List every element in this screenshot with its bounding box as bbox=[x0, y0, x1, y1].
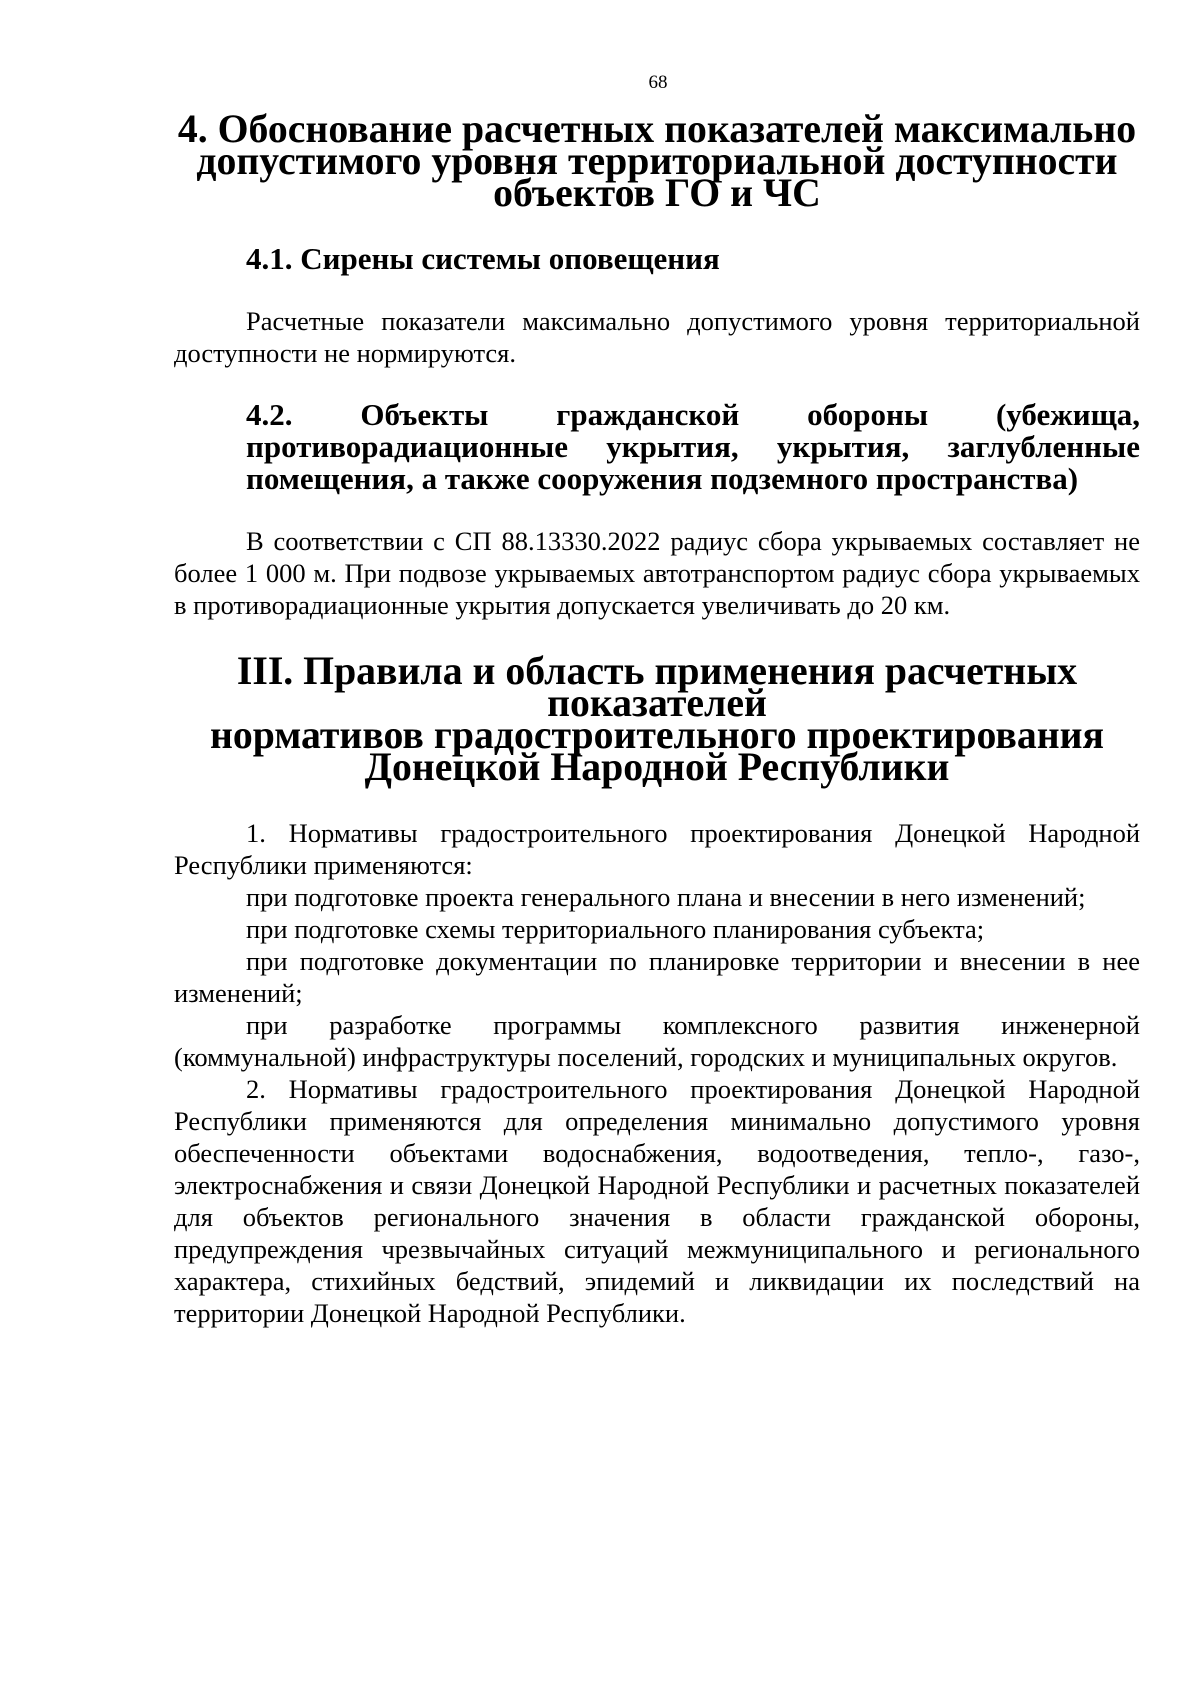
spacer bbox=[174, 275, 1140, 305]
section-iii-paragraph-2: 2. Нормативы градостроительного проектирования Донецкой Народной Республики применяются для определения минимально допустимого уровня обеспеченности объектами водоснабжения, водоотведения, тепло-, газо-, электроснабжения и связи Донецкой Народной Республики и расчетных показателей для объектов регионального значения в области гражданской обороны, предупреждения чрезвычайных ситуаций межмуниципального и регионального характера, стихийных бедствий, эпидемий и ликвидации их последствий на территории Донецкой Народной Республики. bbox=[174, 1074, 1140, 1328]
application-list-item: при разработке программы комплексного развития инженерной (коммунальной) инфраструктуры поселений, городских и муниципальных округов. bbox=[174, 1010, 1140, 1072]
subsection-4-1-paragraph: Расчетные показатели максимально допустимого уровня территориальной доступности не нормируются. bbox=[174, 306, 1140, 368]
subsection-4-1-heading: 4.1. Сирены системы оповещения bbox=[246, 241, 720, 276]
section-4-heading-line: допустимого уровня территориальной доступности bbox=[196, 139, 1118, 183]
section-iii-heading-line: нормативов градостроительного проектирования bbox=[209, 713, 1105, 757]
subsection-4-2-heading: 4.2. Объекты гражданской обороны (убежища, противорадиационные укрытия, укрытия, заглубленные помещения, а также сооружения подземного пространства) bbox=[246, 397, 1140, 496]
application-list-item: при подготовке проекта генерального плана и внесении в него изменений; bbox=[246, 882, 1086, 912]
application-list-item: при подготовке схемы территориального планирования субъекта; bbox=[246, 914, 985, 944]
section-4-heading-line: 4. Обоснование расчетных показателей максимально bbox=[177, 107, 1137, 151]
spacer bbox=[174, 495, 1140, 525]
section-iii-heading bbox=[174, 649, 1140, 789]
application-list-item: при подготовке документации по планировке территории и внесении в нее изменений; bbox=[174, 946, 1140, 1008]
page-number: 68 bbox=[648, 72, 668, 93]
page-content bbox=[174, 107, 1140, 1329]
section-iii-heading-line: Донецкой Народной Республики bbox=[364, 745, 950, 789]
section-4-heading bbox=[174, 107, 1140, 215]
subsection-4-2-paragraph: В соответствии с СП 88.13330.2022 радиус сбора укрываемых составляет не более 1 000 м. При подвозе укрываемых автотранспортом радиус сбора укрываемых в противорадиационные укрытия допускается увеличивать до 20 км. bbox=[174, 526, 1140, 620]
spacer bbox=[174, 369, 1140, 399]
section-iii-paragraph-1: 1. Нормативы градостроительного проектирования Донецкой Народной Республики применяются: bbox=[174, 818, 1140, 880]
section-4-heading-line: объектов ГО и ЧС bbox=[493, 171, 821, 215]
section-iii-heading-line: III. Правила и область применения расчетных показателей bbox=[236, 649, 1078, 725]
